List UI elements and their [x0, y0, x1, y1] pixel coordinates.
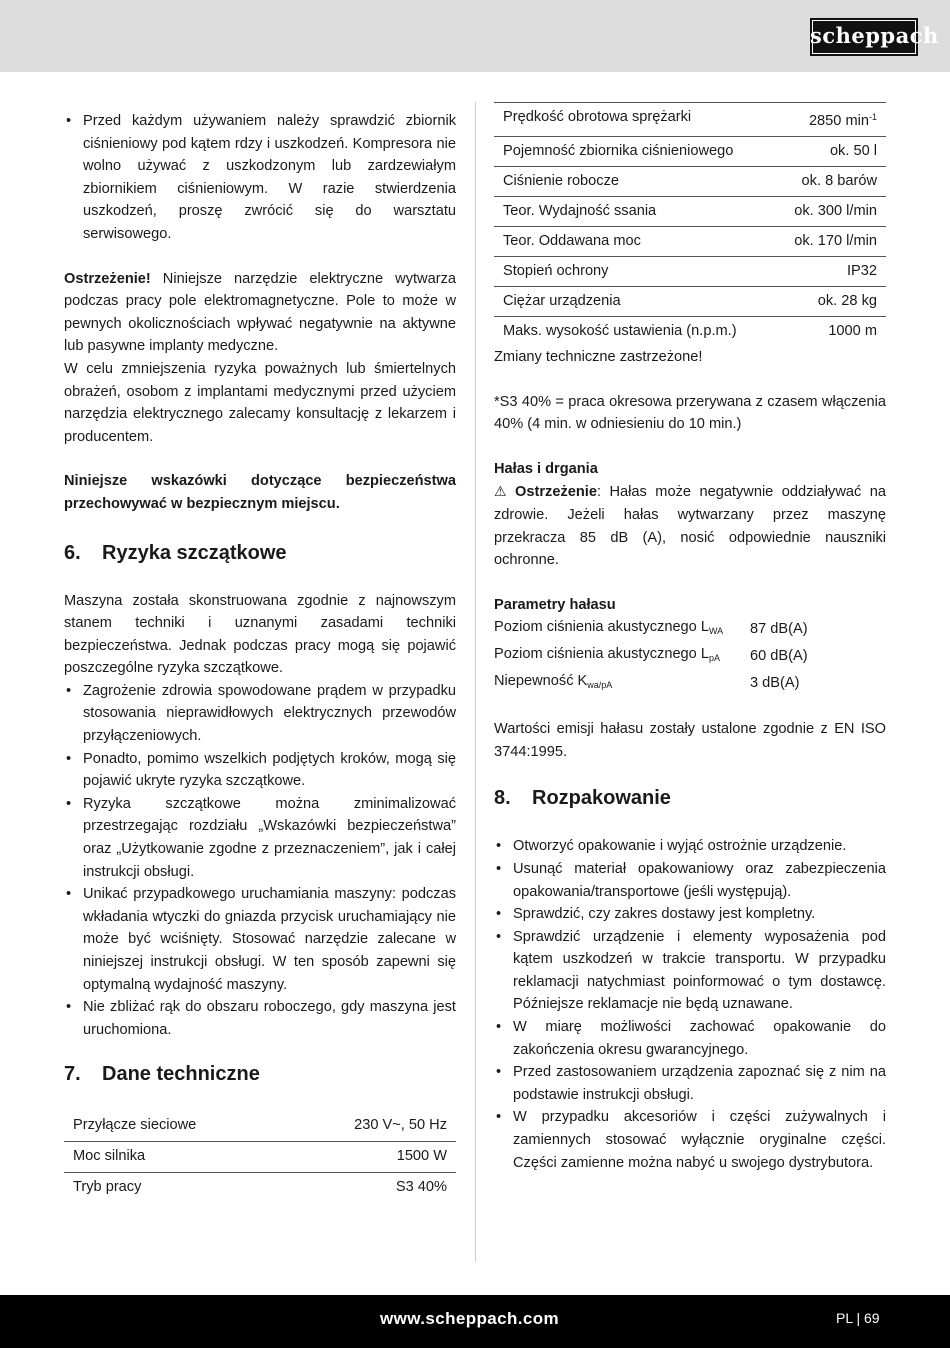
spec-value: ok. 300 l/min — [774, 197, 886, 227]
spec-value: 230 V~, 50 Hz — [284, 1111, 456, 1142]
spec-value: ok. 50 l — [774, 137, 886, 167]
spec-value: S3 40% — [395, 1179, 447, 1196]
table-row — [64, 1111, 456, 1142]
table-row — [494, 167, 886, 197]
param-value: 3 dB(A) — [750, 674, 800, 691]
tank-check-list — [64, 110, 456, 246]
spec-label: Tryb pracy — [73, 1179, 142, 1196]
right-column — [494, 102, 886, 1174]
warning-text: Niniejsze narzędzie elektryczne wytwarza podczas pracy pole elektromagnetyczne. Pole to może w pewnych okolicznościach wpływać negatywnie na aktywne lub pasywne implanty medyczne. — [64, 270, 456, 355]
table-row — [494, 670, 886, 697]
param-label: Niepewność $K_{wa/pA}$ — [494, 672, 613, 690]
table-row — [494, 257, 886, 287]
spec-label: Prędkość obrotowa sprężarki — [494, 103, 774, 137]
unpacking-list — [494, 835, 886, 1174]
s3-note: *S3 40% = praca okresowa przerywana z czasem włączenia 40% (4 min. w odniesieniu do 10 min.) — [494, 393, 886, 433]
warning-label: Ostrzeżenie — [515, 484, 597, 501]
emission-note: Wartości emisji hałasu zostały ustalone zgodnie z EN ISO 3744:1995. — [494, 721, 886, 760]
changes-note: Zmiany techniczne zastrzeżone! — [494, 349, 703, 365]
spec-label: Stopień ochrony — [494, 257, 774, 287]
list-item: • Nie zbliżać rąk do obszaru roboczego, gdy maszyna jest uruchomiona. — [64, 996, 456, 1041]
warning-text: : Hałas może negatywnie oddziaływać na zdrowie. Jeżeli hałas wytwarzany przez maszynę przekracza 85 dB (A), nosić odpowiednie nauszniki ochronne. — [494, 484, 886, 569]
spec-label: Moc silnika — [64, 1142, 284, 1173]
table-row — [494, 103, 886, 137]
emf-warning — [64, 268, 456, 358]
param-label: Poziom ciśnienia akustycznego $L_{WA}$ — [494, 619, 724, 637]
table-row — [64, 1142, 456, 1173]
left-column — [64, 110, 456, 1203]
spec-value: ok. 28 kg — [774, 287, 886, 317]
table-row — [64, 1173, 456, 1204]
spec-value: ok. 8 barów — [774, 167, 886, 197]
section-number: 7. — [64, 1063, 81, 1086]
section-number: 8. — [494, 787, 511, 810]
spec-value: ok. 170 l/min — [774, 227, 886, 257]
list-item: • Ryzyka szczątkowe można zminimalizować przestrzegając rozdziału „Wskazówki bezpieczeństwa” oraz „Użytkowanie zgodne z przeznaczeniem”, jak i całej instrukcji obsługi. — [64, 793, 456, 883]
spec-value: 1500 W — [284, 1142, 456, 1173]
spec-label: Teor. Wydajność ssania — [494, 197, 774, 227]
page-footer — [0, 1295, 950, 1348]
list-item: • Przed każdym używaniem należy sprawdzić zbiornik ciśnieniowy pod kątem rdzy i uszkodzeń. Kompresora nie wolno używać z uszkodzonym lub zardzewiałym zbiornikiem ciśnieniowym. W razie stwierdzenia uszkodzeń, proszę zwrócić się do warsztatu serwisowego. — [64, 110, 456, 246]
spec-value: 2850 $\min^{-1}$ — [774, 103, 886, 137]
section-8-heading — [494, 785, 886, 811]
spec-label: Pojemność zbiornika ciśnieniowego — [494, 137, 774, 167]
noise-params-heading-text: Parametry hałasu — [494, 596, 616, 613]
list-item: • Otworzyć opakowanie i wyjąć ostrożnie urządzenie. — [494, 835, 886, 858]
section-6-heading — [64, 540, 456, 566]
spec-label: Ciśnienie robocze — [494, 167, 774, 197]
list-item: • Sprawdzić, czy zakres dostawy jest kompletny. — [494, 903, 886, 926]
table-row — [494, 197, 886, 227]
table-row — [494, 137, 886, 167]
spec-label: Teor. Oddawana moc — [494, 227, 774, 257]
spec-label: Przyłącze sieciowe — [64, 1111, 284, 1142]
section-title: Ryzyka szczątkowe — [102, 541, 287, 564]
list-item: • Unikać przypadkowego uruchamiania maszyny: podczas wkładania wtyczki do gniazda przycisk uruchamiający nie może być wciśnięty. Stosować narzędzie zalecane w niniejszej instrukcji obsługi. W ten sposób zapewni się optymalną wydajność maszyny. — [64, 883, 456, 996]
list-item: • Zagrożenie zdrowia spowodowane prądem w przypadku stosowania nieprawidłowych elektrycznych przewodów przyłączeniowych. — [64, 680, 456, 748]
table-row — [494, 287, 886, 317]
column-divider — [475, 102, 476, 1262]
section-6-intro: Maszyna została skonstruowana zgodnie z najnowszym stanem techniki i uznanymi zasadami techniki bezpieczeństwa. Jednak podczas pracy mogą się pojawić poszczególne ryzyka szczątkowe. — [64, 592, 456, 677]
spec-value: IP32 — [774, 257, 886, 287]
tech-data-table-right — [494, 102, 886, 346]
list-item: • Sprawdzić urządzenie i elementy wyposażenia pod kątem uszkodzeń w trakcie transportu. W przypadku reklamacji natychmiast poinformować o tym dostawcę. Późniejsze reklamacje nie będą uznawane. — [494, 926, 886, 1016]
spec-label: Maks. wysokość ustawienia (n.p.m.) — [503, 323, 737, 339]
section-7-heading — [64, 1061, 456, 1087]
table-row — [494, 643, 886, 670]
noise-heading — [494, 458, 886, 481]
list-item: • Przed zastosowaniem urządzenia zapoznać się z nim na podstawie instrukcji obsługi. — [494, 1061, 886, 1106]
param-label: Poziom ciśnienia akustycznego $L_{pA}$ — [494, 645, 720, 663]
scheppach-logo: scheppach — [810, 18, 918, 56]
section-title: Dane techniczne — [102, 1063, 260, 1086]
list-item: • Ponadto, pomimo wszelkich podjętych kroków, mogą się pojawić ukryte ryzyka szczątkowe. — [64, 748, 456, 793]
section-title: Rozpakowanie — [532, 787, 671, 810]
residual-risks-list — [64, 680, 456, 1042]
table-row — [494, 227, 886, 257]
param-value: 60 dB(A) — [750, 647, 808, 664]
keep-instructions — [64, 470, 456, 515]
warning-triangle-icon: ⚠ — [494, 483, 507, 500]
emf-warning-2: W celu zmniejszenia ryzyka poważnych lub śmiertelnych obrażeń, osobom z implantami medycznymi przed użyciem narzędzia elektrycznego zalecamy konsultację z lekarzem i producentem. — [64, 360, 456, 445]
noise-warning — [494, 480, 886, 571]
list-item: • W przypadku akcesoriów i części zużywalnych i zamiennych stosować wyłącznie oryginalne części. Części zamienne można nabyć u swojego dystrybutora. — [494, 1106, 886, 1174]
param-value: 87 dB(A) — [750, 621, 808, 638]
table-row — [494, 317, 886, 347]
list-item: • Usunąć materiał opakowaniowy oraz zabezpieczenia opakowania/transportowe (jeśli występują). — [494, 858, 886, 903]
spec-label: Ciężar urządzenia — [494, 287, 774, 317]
warning-label: Ostrzeżenie! — [64, 270, 151, 287]
noise-heading-text: Hałas i drgania — [494, 460, 598, 477]
website-link[interactable]: www.scheppach.com — [380, 1309, 560, 1328]
page-number: PL | 69 — [836, 1310, 880, 1326]
page-header — [0, 0, 950, 72]
tech-data-table-left — [64, 1111, 456, 1203]
section-number: 6. — [64, 541, 81, 564]
keep-instructions-text: Niniejsze wskazówki dotyczące bezpieczeństwa przechowywać w bezpiecznym miejscu. — [64, 473, 456, 512]
spec-value: 1000 m — [828, 323, 877, 339]
list-item: • W miarę możliwości zachować opakowanie do zakończenia okresu gwarancyjnego. — [494, 1016, 886, 1061]
noise-params-heading — [494, 594, 886, 617]
noise-params-table — [494, 616, 886, 696]
table-row — [494, 616, 886, 643]
